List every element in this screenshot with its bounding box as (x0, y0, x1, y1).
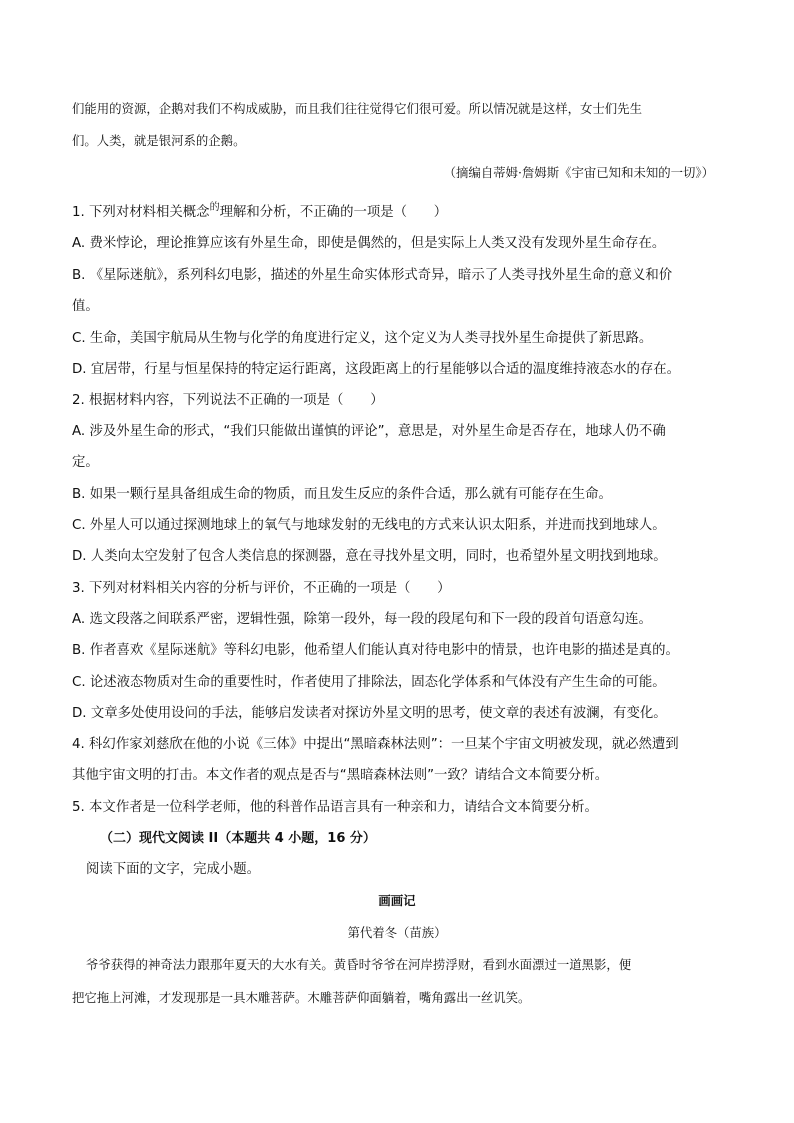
q3-option-a: A. 选文段落之间联系严密，逻辑性强，除第一段外，每一段的段尾句和下一段的段首句语意勾连。 (72, 612, 652, 627)
section-2-heading: （二）现代文阅读 II（本题共 4 小题，16 分） (100, 831, 376, 846)
q2-option-d: D. 人类向太空发射了包含人类信息的探测器，意在寻找外星文明，同时，也希望外星文明找到地球。 (72, 549, 667, 564)
q2-option-a-line-2: 定。 (72, 455, 99, 470)
story-title: 画画记 (378, 893, 416, 908)
q1-option-b-line-2: 值。 (72, 299, 99, 314)
q2-stem: 2. 根据材料内容，下列说法不正确的一项是（ ） (72, 393, 384, 408)
q1-stem-de: 的 (209, 202, 220, 213)
q1-option-a: A. 费米悖论，理论推算应该有外星生命，即使是偶然的，但是实际上人类又没有发现外星生命存在。 (72, 236, 666, 251)
q1-stem-post: 理解和分析，不正确的一项是（ ） (219, 205, 448, 220)
q1-option-d: D. 宜居带，行星与恒星保持的特定运行距离，这段距离上的行星能够以合适的温度维持液态水的存在。 (72, 362, 681, 377)
intro-source: （摘编自蒂姆·詹姆斯《宇宙已知和未知的一切》） (443, 165, 714, 180)
q3-option-c: C. 论述液态物质对生命的重要性时，作者使用了排除法，固态化学体系和气体没有产生生命的可能。 (72, 675, 666, 690)
q3-option-b: B. 作者喜欢《星际迷航》等科幻电影，他希望人们能认真对待电影中的情景，也许电影的描述是真的。 (72, 643, 679, 658)
q2-option-b: B. 如果一颗行星具备组成生命的物质，而且发生反应的条件合适，那么就有可能存在生命。 (72, 487, 612, 502)
intro-line-2: 们。人类，就是银河系的企鹅。 (72, 133, 246, 148)
q2-option-c: C. 外星人可以通过探测地球上的氧气与地球发射的无线电的方式来认识太阳系，并进而找到地球人。 (72, 518, 666, 533)
q4-line-2: 其他宇宙文明的打击。本文作者的观点是否与“黑暗森林法则”一致？请结合文本简要分析。 (72, 768, 609, 783)
q3-option-d: D. 文章多处使用设问的手法，能够启发读者对探访外星文明的思考，使文章的表述有波澜，有变化。 (72, 706, 667, 721)
q1-option-b-line-1: B. 《星际迷航》，系列科幻电影，描述的外星生命实体形式奇异，暗示了人类寻找外星生命的意义和价 (72, 268, 673, 283)
q2-option-a-line-1: A. 涉及外星生命的形式，“我们只能做出谨慎的评论”，意思是，对外星生命是否存在，地球人仍不确 (72, 424, 666, 439)
story-para-1-line-2: 把它拖上河滩，才发现那是一具木雕菩萨。木雕菩萨仰面躺着，嘴角露出一丝讥笑。 (72, 990, 531, 1005)
section-2-instruction: 阅读下面的文字，完成小题。 (86, 862, 261, 877)
q3-stem: 3. 下列对材料相关内容的分析与评价，不正确的一项是（ ） (72, 581, 451, 596)
q1-option-c: C. 生命，美国宇航局从生物与化学的角度进行定义，这个定义为人类寻找外星生命提供了新思路。 (72, 331, 653, 346)
q5-line-1: 5. 本文作者是一位科学老师，他的科普作品语言具有一种亲和力，请结合文本简要分析。 (72, 800, 598, 815)
q1-stem (72, 203, 447, 224)
intro-line-1: 们能用的资源，企鹅对我们不构成威胁，而且我们往往觉得它们很可爱。所以情况就是这样，女士们先生 (72, 101, 642, 116)
story-para-1-line-1: 爷爷获得的神奇法力跟那年夏天的大水有关。黄昏时爷爷在河岸捞浮财，看到水面漂过一道黑影，便 (86, 957, 632, 972)
story-author: 第代着冬（苗族） (347, 925, 447, 940)
q4-line-1: 4. 科幻作家刘慈欣在他的小说《三体》中提出“黑暗森林法则”：一旦某个宇宙文明被发现，就必然遭到 (72, 737, 679, 752)
q1-stem-pre: 1. 下列对材料相关概念 (72, 205, 210, 220)
